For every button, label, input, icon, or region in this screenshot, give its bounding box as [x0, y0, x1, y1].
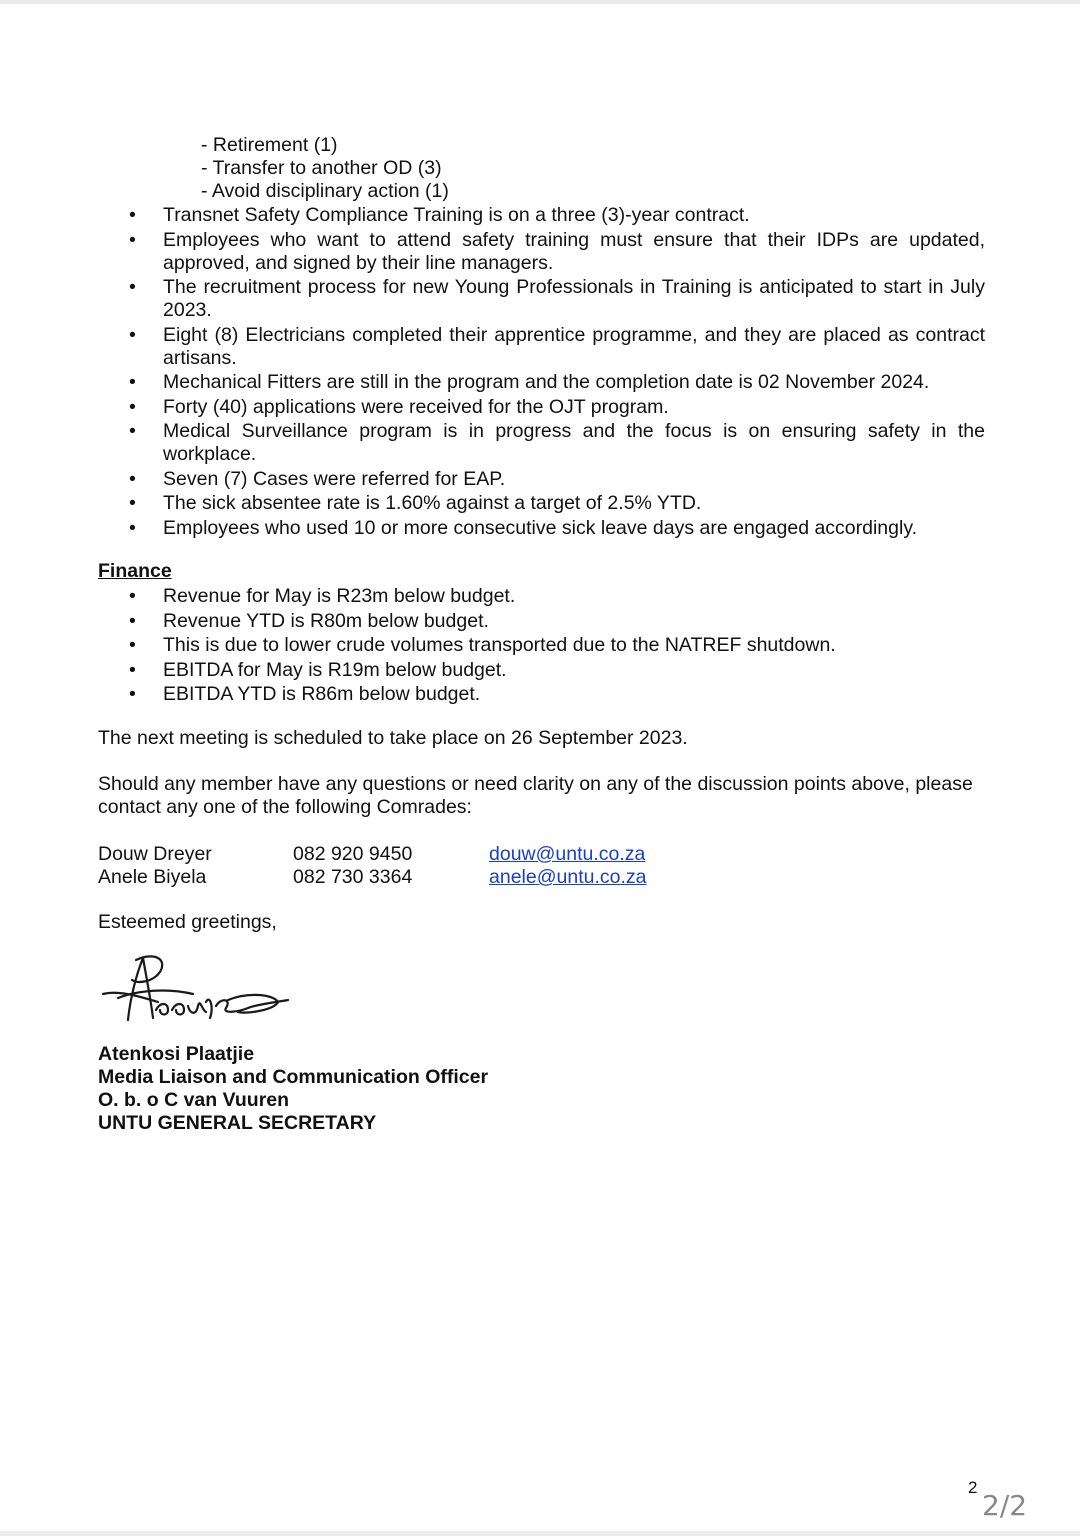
page-indicator: 2/2 [982, 1489, 1028, 1522]
contact-phone: 082 730 3364 [293, 866, 413, 888]
bullet-icon: • [129, 658, 136, 681]
list-item: • The recruitment process for new Young Professionals in Training is anticipated to start in July 2023. [129, 276, 985, 321]
list-item: • EBITDA for May is R19m below budget. [129, 658, 507, 681]
bullet-icon: • [129, 467, 136, 490]
list-item: • The sick absentee rate is 1.60% against a target of 2.5% YTD. [129, 492, 702, 514]
contact-phone: 082 920 9450 [293, 843, 413, 865]
contacts-table [98, 843, 698, 889]
bullet-icon: • [129, 634, 136, 656]
bullet-icon: • [129, 276, 136, 298]
hr-bullet-list [0, 204, 1080, 541]
signatory-name: Atenkosi Plaatjie [98, 1043, 255, 1065]
bullet-icon: • [129, 492, 136, 514]
greeting-text: Esteemed greetings, [98, 911, 277, 933]
contact-name: Anele Biyela [98, 866, 207, 888]
bullet-icon: • [129, 585, 136, 607]
viewer-bottom-edge [0, 1531, 1080, 1536]
next-meeting-text: The next meeting is scheduled to take place on 26 September 2023. [98, 727, 688, 749]
signatory-org: UNTU GENERAL SECRETARY [98, 1112, 377, 1134]
sub-item: - Retirement (1) [201, 134, 338, 156]
list-item: • Revenue YTD is R80m below budget. [129, 609, 489, 632]
list-item: • Forty (40) applications were received for the OJT program. [129, 395, 669, 418]
contact-row [98, 866, 698, 889]
signatory-role: Media Liaison and Communication Officer [98, 1066, 489, 1088]
contact-name: Douw Dreyer [98, 843, 212, 865]
list-item: • Eight (8) Electricians completed their apprentice programme, and they are placed as contract artisans. [129, 323, 985, 369]
bullet-icon: • [129, 609, 136, 632]
bullet-icon: • [129, 323, 136, 346]
bullet-icon: • [129, 516, 136, 539]
bullet-icon: • [129, 683, 136, 705]
signature-block [98, 1043, 488, 1135]
list-item: • Transnet Safety Compliance Training is on a three (3)-year contract. [129, 204, 750, 226]
list-item: • This is due to lower crude volumes transported due to the NATREF shutdown. [129, 634, 836, 656]
sub-item: - Transfer to another OD (3) [201, 157, 442, 179]
page-number: 2 [968, 1478, 978, 1497]
handwritten-signature [98, 950, 298, 1030]
bullet-icon: • [129, 371, 136, 393]
bullet-icon: • [129, 228, 136, 251]
sub-item: - Avoid disciplinary action (1) [201, 180, 449, 202]
contact-email-link[interactable]: anele@untu.co.za [489, 866, 647, 888]
bullet-icon: • [129, 420, 136, 442]
list-item: • Employees who used 10 or more consecutive sick leave days are engaged accordingly. [129, 516, 918, 539]
finance-bullet-list [0, 585, 1080, 708]
list-item: • Employees who want to attend safety training must ensure that their IDPs are updated, approved, and signed by their line managers. [129, 228, 985, 274]
bullet-icon: • [129, 395, 136, 418]
list-item: • Seven (7) Cases were referred for EAP. [129, 467, 506, 490]
list-item: • EBITDA YTD is R86m below budget. [129, 683, 481, 705]
list-item: • Mechanical Fitters are still in the program and the completion date is 02 November 2024. [129, 371, 930, 393]
bullet-icon: • [129, 204, 136, 226]
contact-intro-text: Should any member have any questions or need clarity on any of the discussion points above, please contact any one of the following Comrades: [98, 773, 973, 818]
list-item: • Revenue for May is R23m below budget. [129, 585, 516, 607]
termination-reasons-list [201, 134, 449, 203]
contact-row [98, 843, 698, 866]
contact-email-link[interactable]: douw@untu.co.za [489, 843, 646, 865]
list-item: • Medical Surveillance program is in progress and the focus is on ensuring safety in the workplace. [129, 420, 985, 465]
finance-heading: Finance [98, 560, 172, 582]
signatory-obo: O. b. o C van Vuuren [98, 1089, 290, 1111]
